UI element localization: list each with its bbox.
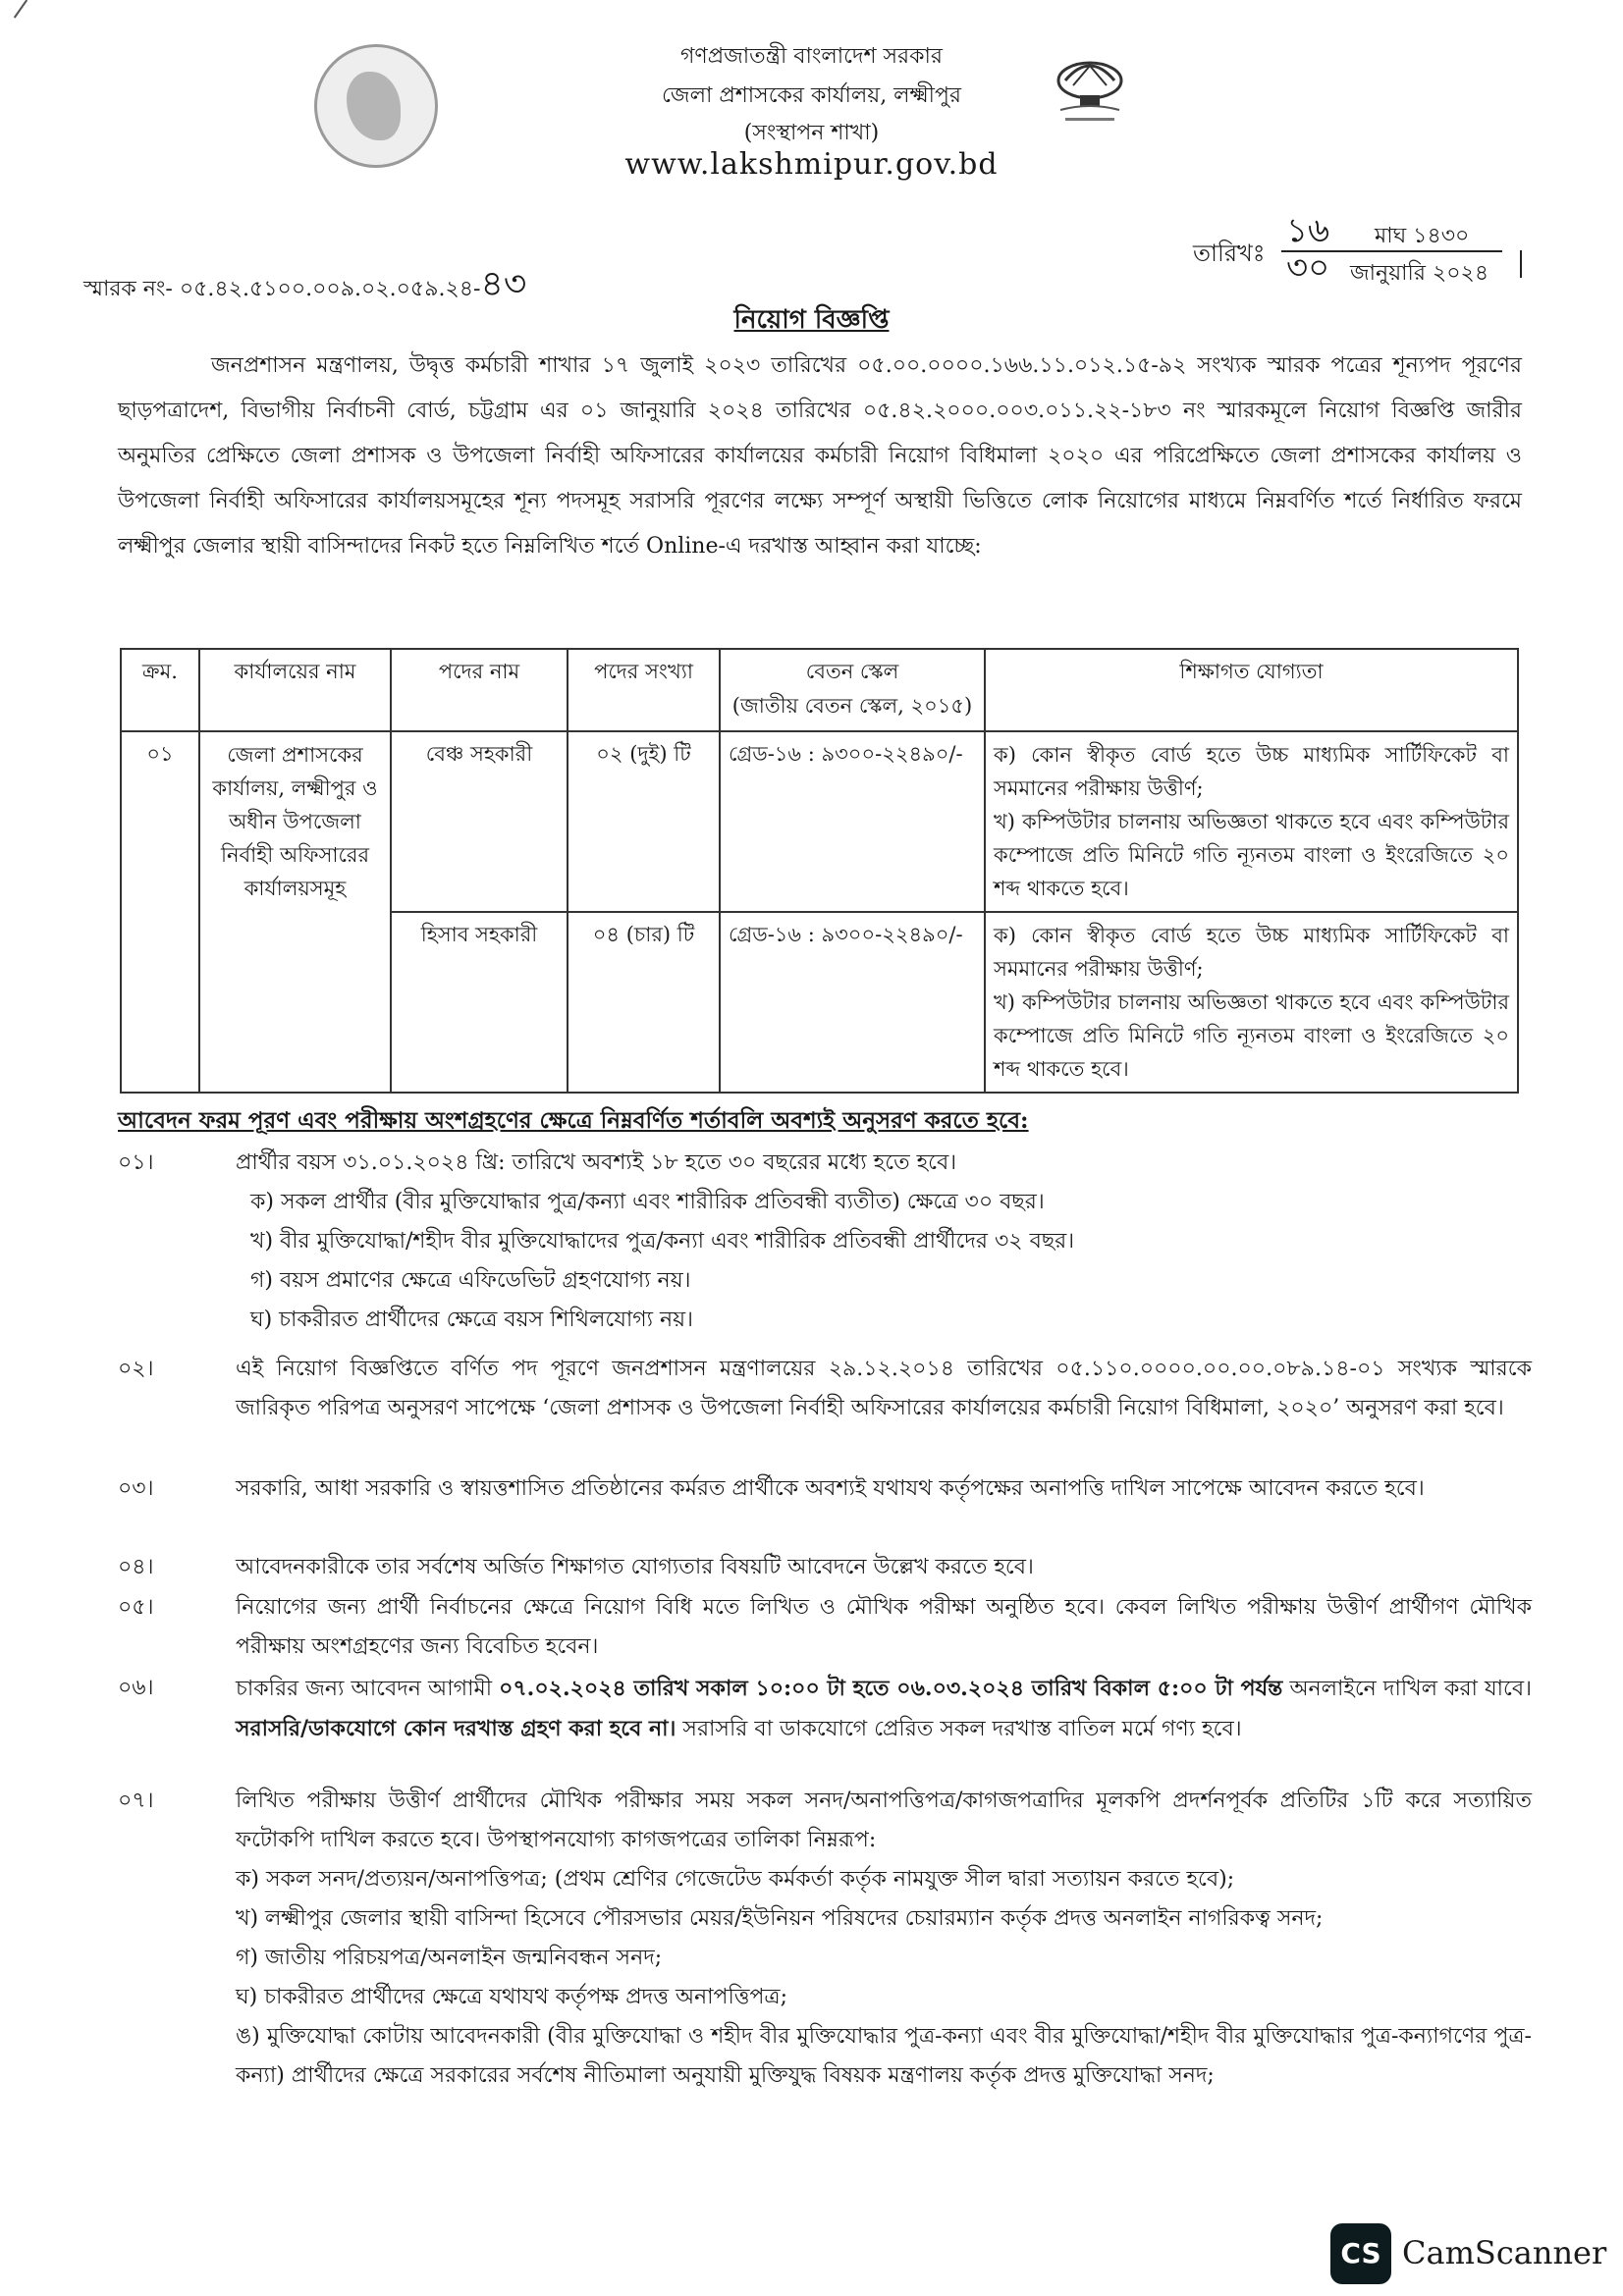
date-label: তারিখঃ (1193, 240, 1266, 267)
col-serial: ক্রম. (121, 649, 199, 731)
scan-corner-mark (14, 0, 27, 19)
condition-sub-a: ক) সকল প্রার্থীর (বীর মুক্তিযোদ্ধার পুত্র/কন্যা এবং শারীরিক প্রতিবন্ধী ব্যতীত) ক্ষেত্রে ৩০ বছর। (250, 1190, 1045, 1214)
page-title: নিয়োগ বিজ্ঞপ্তি (733, 305, 890, 335)
header-section: (সংস্থাপন শাখা) (743, 121, 880, 145)
camscanner-watermark: CamScanner (1402, 2234, 1607, 2271)
date-english-month: জানুয়ারি ২০২৪ (1350, 261, 1489, 286)
cell-office: জেলা প্রশাসকের কার্যালয়, লক্ষ্মীপুর ও অধীন উপজেলা নির্বাহী অফিসারের কার্যালয়সমূহ (199, 731, 391, 1093)
condition-sub-b: খ) লক্ষ্মীপুর জেলার স্থায়ী বাসিন্দা হিসেবে পৌরসভার মেয়র/ইউনিয়ন পরিষদের চেয়ারম্যান কর্তৃক প্রদত্ত অনলাইন নাগরিকত্ব সনদ; (236, 1906, 1324, 1931)
cell-post: হিসাব সহকারী (391, 912, 568, 1093)
qualification-a: ক) কোন স্বীকৃত বোর্ড হতে উচ্চ মাধ্যমিক সার্টিফিকেট বা সমমানের পরীক্ষায় উত্তীর্ণ; (994, 743, 1509, 800)
condition-06 (118, 1669, 1532, 1749)
condition-sub-d: ঘ) চাকরীরত প্রার্থীদের ক্ষেত্রে বয়স শিথিলযোগ্য নয়। (250, 1308, 694, 1332)
camscanner-logo-icon: CS (1330, 2223, 1391, 2284)
cell-count: ০২ (দুই) টি (568, 731, 720, 912)
col-scale-title: বেতন স্কেল (805, 660, 899, 683)
condition-number: ০৪। (118, 1555, 154, 1579)
date-block (1281, 211, 1512, 292)
conditions-heading: আবেদন ফরম পূরণ এবং পরীক্ষায় অংশগ্রহণের ক্ষেত্রে নিম্নবর্ণিত শর্তাবলি অবশ্যই অনুসরণ করতে হবে: (118, 1107, 1029, 1134)
memo-handwritten-number: ৪৩ (480, 264, 527, 304)
condition-06-no-post: সরাসরি/ডাকযোগে কোন দরখাস্ত গ্রহণ করা হবে না। (236, 1716, 676, 1741)
cell-scale: গ্রেড-১৬ : ৯৩০০-২২৪৯০/- (720, 731, 985, 912)
memo-prefix: স্মারক নং- ০৫.৪২.৫১০০.০০৯.০২.০৫৯.২৪- (83, 277, 481, 301)
col-qualification: শিক্ষাগত যোগ্যতা (985, 649, 1518, 731)
col-post: পদের নাম (391, 649, 568, 731)
condition-text: প্রার্থীর বয়স ৩১.০১.২০২৪ খ্রি: তারিখে অবশ্যই ১৮ হতে ৩০ বছরের মধ্যে হতে হবে। (236, 1150, 957, 1175)
cell-serial: ০১ (121, 731, 199, 1093)
condition-number: ০৫। (118, 1595, 154, 1620)
condition-06-text-1: চাকরির জন্য আবেদন আগামী (236, 1677, 500, 1701)
condition-sub-c: গ) জাতীয় পরিচয়পত্র/অনলাইন জন্মনিবন্ধন সনদ; (236, 1946, 663, 1970)
condition-sub-c: গ) বয়স প্রমাণের ক্ষেত্রে এফিডেভিট গ্রহণযোগ্য নয়। (250, 1268, 691, 1293)
intro-paragraph: জনপ্রশাসন মন্ত্রণালয়, উদ্বৃত্ত কর্মচারী শাখার ১৭ জুলাই ২০২৩ তারিখের ০৫.০০.০০০০.১৬৬.১১.০১২.১৫-৯২ সংখ্যক স্মারক পত্রের শূন্যপদ পূরণের ছাড়পত্রাদেশ, বিভাগীয় নির্বাচনী বোর্ড, চট্টগ্রাম এর ০১ জানুয়ারি ২০২৪ তারিখের ০৫.৪২.২০০০.০০৩.০১১.২২-১৮৩ নং স্মারকমূলে নিয়োগ বিজ্ঞপ্তি জারীর অনুমতির প্রেক্ষিতে জেলা প্রশাসক ও উপজেলা নির্বাহী অফিসারের কার্যালয়ের কর্মচারী নিয়োগ বিধিমালা ২০২০ এর পরিপ্রেক্ষিতে জেলা প্রশাসকের কার্যালয় ও উপজেলা নির্বাহী অফিসারের কার্যালয়সমূহের শূন্য পদসমূহ সরাসরি পূরণের লক্ষ্যে সম্পূর্ণ অস্থায়ী ভিত্তিতে লোক নিয়োগের মাধ্যমে নিম্নবর্ণিত শর্তে নির্ধারিত ফরমে লক্ষ্মীপুর জেলার স্থায়ী বাসিন্দাদের নিকট হতে নিম্নলিখিত শর্তে Online-এ দরখাস্ত আহ্বান করা যাচ্ছে: (118, 353, 1522, 559)
header-govt: গণপ্রজাতন্ত্রী বাংলাদেশ সরকার (679, 44, 944, 69)
qualification-b: খ) কম্পিউটার চালনায় অভিজ্ঞতা থাকতে হবে এবং কম্পিউটার কম্পোজে প্রতি মিনিটে গতি ন্যূনতম বাংলা ও ইংরেজিতে ২০ শব্দ থাকতে হবে। (994, 990, 1509, 1081)
table-row (121, 731, 1518, 912)
condition-number: ০৭। (118, 1789, 154, 1813)
col-scale-sub: (জাতীয় বেতন স্কেল, ২০১৫) (731, 694, 973, 718)
qualification-a: ক) কোন স্বীকৃত বোর্ড হতে উচ্চ মাধ্যমিক সার্টিফিকেট বা সমমানের পরীক্ষায় উত্তীর্ণ; (994, 924, 1509, 981)
date-bangla-day: ১৬ (1286, 211, 1330, 250)
condition-06-text-3: সরাসরি বা ডাকযোগে প্রেরিত সকল দরখাস্ত বাতিল মর্মে গণ্য হবে। (676, 1717, 1242, 1741)
cell-qualification (985, 731, 1518, 912)
condition-07 (118, 1782, 1532, 2096)
date-english-day: ৩০ (1286, 248, 1330, 288)
posts-table (120, 648, 1519, 1094)
col-count: পদের সংখ্যা (568, 649, 720, 731)
condition-text: এই নিয়োগ বিজ্ঞপ্তিতে বর্ণিত পদ পূরণে জনপ্রশাসন মন্ত্রণালয়ের ২৯.১২.২০১৪ তারিখের ০৫.১১০.০০০০.০০.০০.০৮৯.১৪-০১ সংখ্যক স্মারকে জারিকৃত পরিপত্র অনুসরণ সাপেক্ষে ‘জেলা প্রশাসক ও উপজেলা নির্বাহী অফিসারের কার্যালয়ের কর্মচারী নিয়োগ বিধিমালা, ২০২০’ অনুসরণ করা হবে। (236, 1357, 1532, 1420)
condition-text (236, 1669, 1532, 1749)
condition-sub-a: ক) সকল সনদ/প্রত্যয়ন/অনাপত্তিপত্র; (প্রথম শ্রেণির গেজেটেড কর্মকর্তা কর্তৃক নামযুক্ত সীল দ্বারা সত্যায়ন করতে হবে); (236, 1867, 1235, 1892)
cell-qualification (985, 912, 1518, 1093)
condition-02 (118, 1350, 1532, 1428)
condition-number: ০৬। (118, 1676, 154, 1700)
condition-number: ০১। (118, 1150, 154, 1175)
condition-01 (118, 1144, 1532, 1340)
condition-text: নিয়োগের জন্য প্রার্থী নির্বাচনের ক্ষেত্রে নিয়োগ বিধি মতে লিখিত ও মৌখিক পরীক্ষা অনুষ্ঠিত হবে। কেবল লিখিত পরীক্ষায় উত্তীর্ণ প্রার্থীগণ মৌখিক পরীক্ষায় অংশগ্রহণের জন্য বিবেচিত হবেন। (236, 1595, 1532, 1659)
condition-06-text-2: অনলাইনে দাখিল করা যাবে। (1282, 1677, 1533, 1701)
condition-text: সরকারি, আধা সরকারি ও স্বায়ত্তশাসিত প্রতিষ্ঠানের কর্মরত প্রার্থীকে অবশ্যই যথাযথ কর্তৃপক্ষের অনাপত্তি দাখিল সাপেক্ষে আবেদন করতে হবে। (236, 1476, 1425, 1501)
cell-scale: গ্রেড-১৬ : ৯৩০০-২২৪৯০/- (720, 912, 985, 1093)
condition-06-deadline: ০৭.০২.২০২৪ তারিখ সকাল ১০:০০ টা হতে ০৬.০৩.২০২৪ তারিখ বিকাল ৫:০০ টা পর্যন্ত (499, 1676, 1283, 1701)
header-website[interactable]: www.lakshmipur.gov.bd (624, 147, 999, 182)
condition-sub-b: খ) বীর মুক্তিযোদ্ধা/শহীদ বীর মুক্তিযোদ্ধাদের পুত্র/কন্যা এবং শারীরিক প্রতিবন্ধী প্রার্থীদের ৩২ বছর। (250, 1229, 1075, 1254)
date-bangla-month: মাঘ ১৪৩০ (1375, 224, 1470, 248)
condition-number: ০২। (118, 1357, 154, 1381)
cell-count: ০৪ (চার) টি (568, 912, 720, 1093)
condition-number: ০৩। (118, 1476, 154, 1501)
date-mark (1520, 250, 1522, 278)
table-header-row (121, 649, 1518, 731)
date-english (1281, 248, 1512, 292)
condition-03 (118, 1469, 1532, 1509)
qualification-b: খ) কম্পিউটার চালনায় অভিজ্ঞতা থাকতে হবে এবং কম্পিউটার কম্পোজে প্রতি মিনিটে গতি ন্যূনতম বাংলা ও ইংরেজিতে ২০ শব্দ থাকতে হবে। (994, 810, 1509, 900)
condition-05 (118, 1588, 1532, 1667)
col-office: কার্যালয়ের নাম (199, 649, 391, 731)
col-scale (720, 649, 985, 731)
condition-04 (118, 1548, 1532, 1587)
header-office: জেলা প্রশাসকের কার্যালয়, লক্ষ্মীপুর (661, 83, 962, 108)
cell-post: বেঞ্চ সহকারী (391, 731, 568, 912)
condition-text: লিখিত পরীক্ষায় উত্তীর্ণ প্রার্থীদের মৌখিক পরীক্ষার সময় সকল সনদ/অনাপত্তিপত্র/কাগজপত্রাদির মূলকপি প্রদর্শনপূর্বক প্রতিটির ১টি করে সত্যায়িত ফটোকপি দাখিল করতে হবে। উপস্থাপনযোগ্য কাগজপত্রের তালিকা নিম্নরূপ: (236, 1789, 1532, 1852)
condition-sub-e: ঙ) মুক্তিযোদ্ধা কোটায় আবেদনকারী (বীর মুক্তিযোদ্ধা ও শহীদ বীর মুক্তিযোদ্ধার পুত্র-কন্যা এবং বীর মুক্তিযোদ্ধা/শহীদ বীর মুক্তিযোদ্ধার পুত্র-কন্যাগণের পুত্র-কন্যা) প্রার্থীদের ক্ষেত্রে সরকারের সর্বশেষ নীতিমালা অনুযায়ী মুক্তিযুদ্ধ বিষয়ক মন্ত্রণালয় কর্তৃক প্রদত্ত মুক্তিযোদ্ধা সনদ; (236, 2024, 1532, 2088)
condition-sub-d: ঘ) চাকরীরত প্রার্থীদের ক্ষেত্রে যথাযথ কর্তৃপক্ষ প্রদত্ত অনাপত্তিপত্র; (236, 1985, 787, 2009)
condition-text: আবেদনকারীকে তার সর্বশেষ অর্জিত শিক্ষাগত যোগ্যতার বিষয়টি আবেদনে উল্লেখ করতে হবে। (236, 1555, 1034, 1579)
